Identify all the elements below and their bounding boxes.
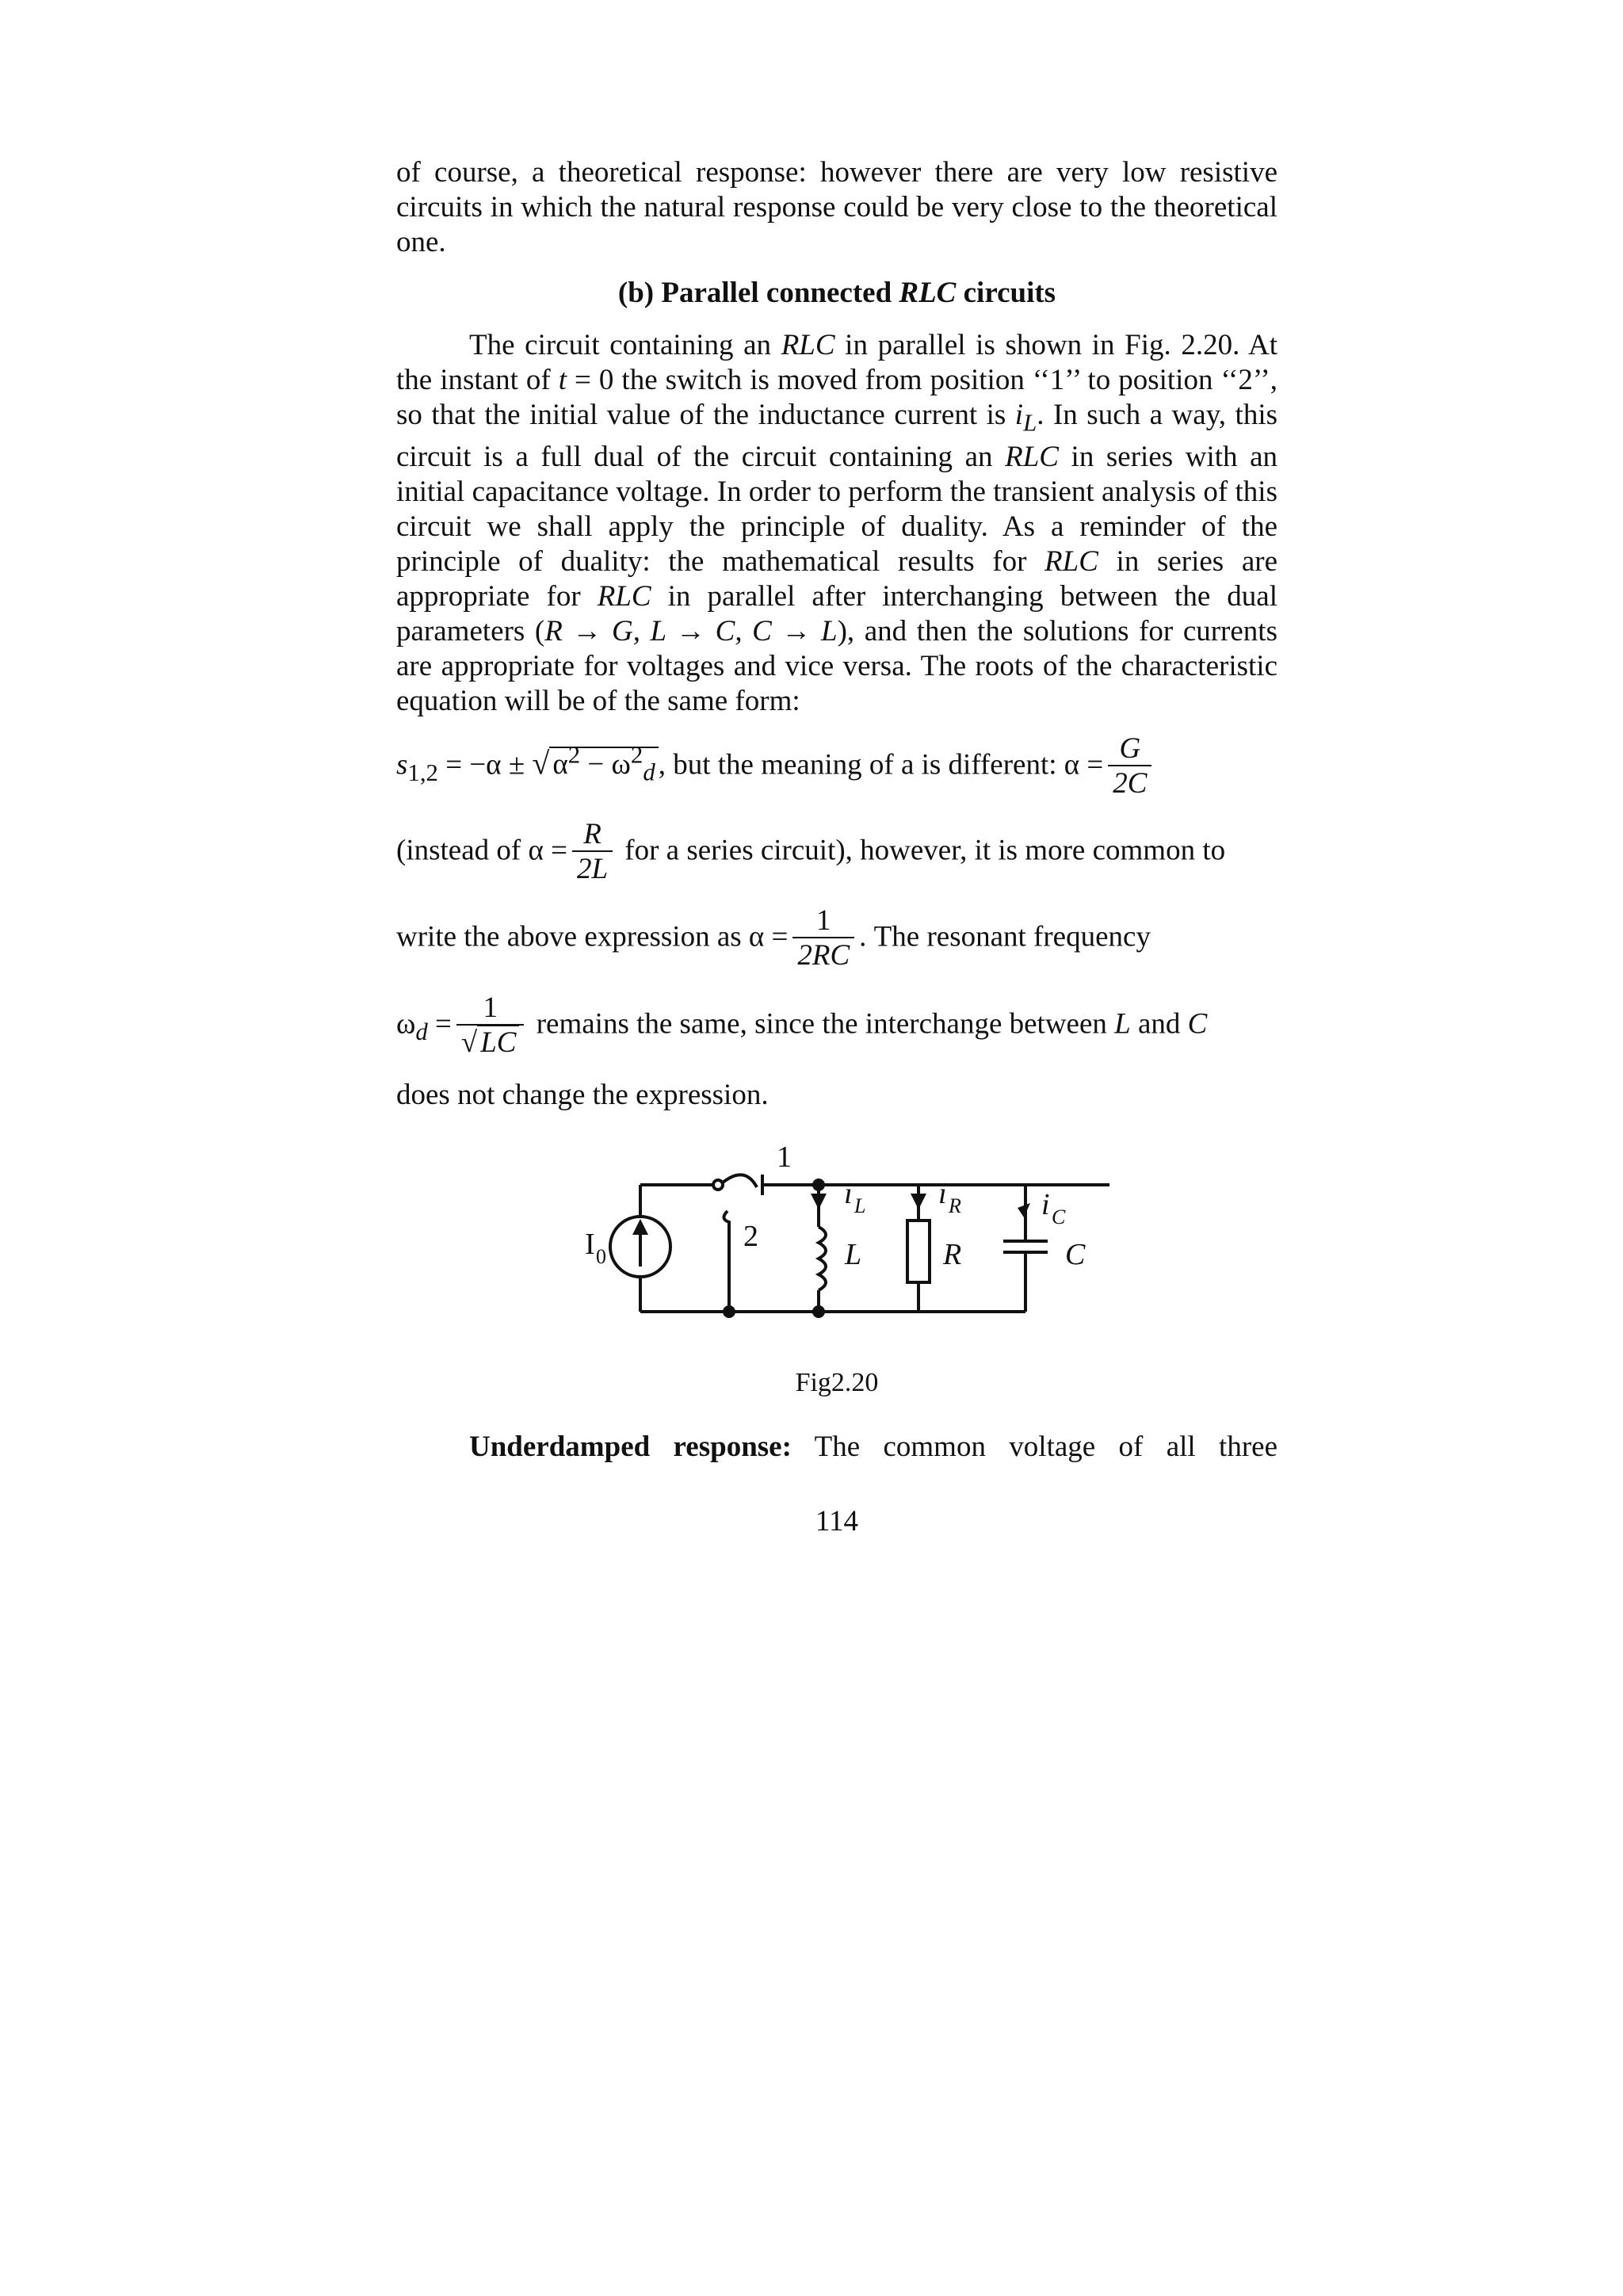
roots-subscript: 1,2	[407, 758, 438, 786]
page-number: 114	[815, 1505, 859, 1538]
roots-middle-text: , but the meaning of a is different: α =	[658, 748, 1104, 781]
fraction-denominator: 2C	[1108, 765, 1151, 801]
underdamped-paragraph	[396, 1430, 1277, 1465]
switch-pivot	[713, 1180, 723, 1190]
switch-position-2-label: 2	[743, 1220, 758, 1253]
switch-contact-2-wire	[724, 1211, 729, 1312]
underdamped-text	[396, 1430, 1277, 1465]
node-bottom-inductor	[812, 1305, 825, 1318]
instead-of-prefix: (instead of α =	[396, 834, 567, 867]
fraction-denominator: 2RC	[792, 937, 854, 973]
alpha-rc-fraction	[792, 905, 854, 973]
radical	[549, 742, 658, 786]
fraction-numerator: R	[583, 818, 601, 850]
main-text-part: = 0 the switch is moved from position ‘‘1’’ to position ‘‘2’’, so that the initial value of the inductance current is	[396, 364, 1277, 431]
main-text-part: The circuit containing an	[469, 329, 781, 361]
radical-omega-exp: 2	[630, 742, 643, 770]
main-text-italic: t	[558, 364, 567, 396]
iC-label-sub: C	[1052, 1205, 1066, 1228]
iL-arrow	[811, 1194, 827, 1209]
fraction-numerator: G	[1119, 732, 1141, 765]
write-expression-suffix: . The resonant frequency	[859, 920, 1151, 953]
main-text-part: in series with an initial capacitance voltage. In order to perform the transient analysis of this circuit we shall apply the principle of duality. As a reminder of the principle of duality: the mathematical results for	[396, 441, 1278, 579]
intro-paragraph	[396, 155, 1277, 260]
after-paragraph	[396, 1078, 1277, 1113]
main-text-italic: RLC	[1005, 441, 1059, 474]
resonant-frequency-line	[396, 992, 1277, 1060]
resistor-body	[907, 1221, 930, 1282]
heading-suffix: circuits	[956, 277, 1056, 309]
intro-text: of course, a theoretical response: however there are very low resistive circuits in which the natural response could be very close to the theoretical one.	[396, 156, 1277, 258]
source-label-sub: 0	[596, 1245, 606, 1268]
heading-prefix: (b) Parallel connected	[617, 277, 899, 309]
radical-alpha-exp: 2	[567, 742, 581, 770]
sqrt-lc: LC	[477, 1025, 519, 1059]
section-heading	[396, 276, 1277, 311]
roots-symbol: s	[396, 748, 408, 781]
omega-text-italic: L	[1114, 1007, 1131, 1041]
iL-label: i	[844, 1177, 853, 1210]
node-bottom-switch	[723, 1305, 735, 1318]
omega-symbol: ω	[396, 1007, 416, 1041]
iR-arrow	[911, 1194, 926, 1209]
main-text-part: in parallel after interchanging between the dual parameters (	[396, 580, 1277, 648]
inductor-current-subscript: L	[1023, 409, 1037, 437]
main-text-italic: RLC	[1044, 545, 1098, 579]
underdamped-body: The common voltage of all three	[791, 1431, 1277, 1463]
radical-alpha: α	[552, 748, 568, 781]
figure-caption: Fig2.20	[795, 1368, 879, 1397]
heading-italic: RLC	[899, 277, 957, 309]
fraction-numerator: 1	[483, 991, 498, 1024]
main-text-italic: RLC	[781, 329, 835, 361]
iR-label-sub: R	[949, 1194, 961, 1217]
roots-rhs-prefix: = −α ±	[437, 748, 533, 781]
main-text-part: in series are appropriate for	[396, 545, 1277, 613]
switch-blade	[723, 1175, 757, 1187]
roots-equation-line: $s_{1,2} = -\alpha$ ± √ $\alpha^2 - \omega^2_d$ , but the meaning of a is different: α = $\frac{G}{2C}$	[396, 733, 1277, 801]
iR-label: i	[938, 1177, 947, 1210]
resistor-label: R	[943, 1238, 962, 1271]
duality-mapping: R → G, L → C, C → L	[544, 615, 838, 648]
alpha-parallel-fraction	[1108, 733, 1151, 801]
alpha-series-fraction	[572, 819, 613, 887]
omega-equals: =	[427, 1007, 452, 1041]
main-text-part: . In such a way, this circuit is a full dual of the circuit containing an	[396, 399, 1277, 474]
radical-minus-omega: − ω	[580, 748, 631, 781]
radical-omega-sub: d	[643, 758, 655, 786]
write-expression-prefix: write the above expression as α =	[396, 920, 789, 953]
main-text-part: in parallel is shown in Fig. 2.20. At the instant of	[396, 329, 1277, 396]
underdamped-heading: Underdamped response:	[469, 1431, 792, 1463]
main-paragraph	[396, 328, 1277, 719]
instead-of-line	[396, 819, 1277, 887]
inductor-current-symbol: i	[1014, 399, 1024, 431]
instead-of-suffix: for a series circuit), however, it is more common to	[624, 834, 1226, 867]
fraction-numerator: 1	[816, 904, 831, 937]
inductor-label: L	[845, 1238, 862, 1271]
circuit-diagram	[555, 1133, 1109, 1339]
capacitor-label: C	[1065, 1238, 1086, 1271]
node-top	[812, 1179, 825, 1191]
switch-position-1-label: 1	[777, 1140, 792, 1174]
main-text-part: ), and then the solutions for currents are appropriate for voltages and vice versa. The roots of the characteristic equation will be of the same form:	[396, 615, 1277, 718]
inductor-coil	[819, 1227, 826, 1290]
omega-text: and	[1130, 1007, 1188, 1041]
after-text: does not change the expression.	[396, 1079, 769, 1111]
fraction-denominator: 2L	[572, 850, 613, 887]
omega-subscript: d	[415, 1018, 428, 1045]
omega-text-italic: C	[1187, 1007, 1208, 1041]
main-text	[396, 328, 1277, 719]
source-label: I	[585, 1228, 595, 1261]
main-text-italic: RLC	[597, 580, 651, 613]
fraction-denominator: √ LC	[456, 1024, 525, 1060]
omega-text: remains the same, since the interchange between	[536, 1007, 1115, 1041]
iC-label: i	[1041, 1188, 1050, 1221]
iL-label-sub: L	[854, 1194, 866, 1217]
write-expression-line	[396, 905, 1277, 973]
omega-fraction	[456, 992, 525, 1060]
